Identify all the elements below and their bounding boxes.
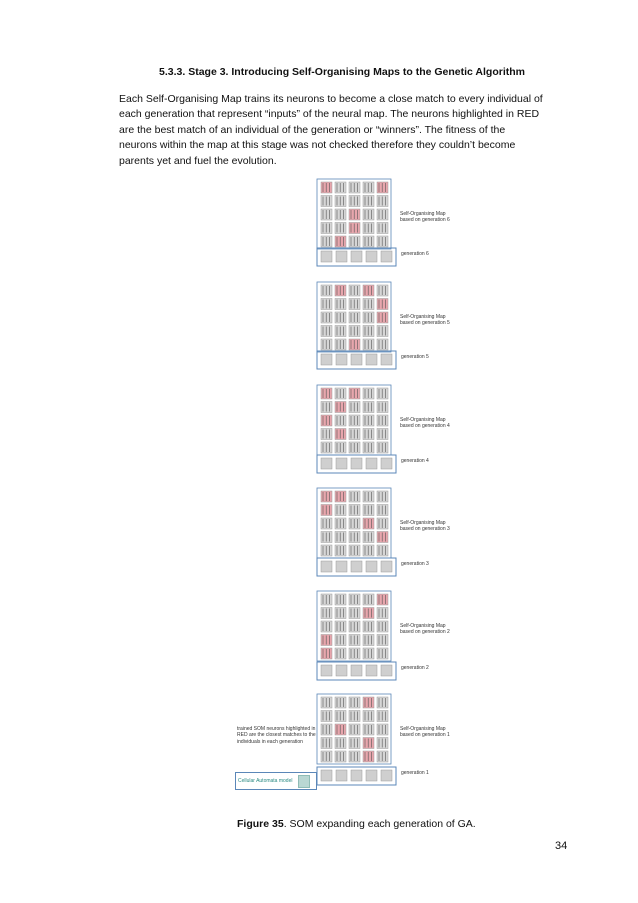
generation-individual — [336, 561, 347, 572]
body-paragraph: Each Self-Organising Map trains its neurons to become a close match to every individual of each generation that represent “inputs” of the neural map. The neurons highlighted in RED are the best match of an individual of the generation or “winners”. The fitness of the neurons within the map at this stage was not checked therefore they couldn’t become parents yet and fuel the evolution. — [119, 93, 543, 167]
generation-individual — [366, 354, 377, 365]
generation-individual — [366, 458, 377, 469]
page-number: 34 — [555, 840, 568, 852]
som-map-label-line1: Self-Organising Map — [400, 623, 446, 629]
som-map-label-line1: Self-Organising Map — [400, 726, 446, 732]
generation-individual — [336, 354, 347, 365]
som-map-label-line2: based on generation 6 — [400, 217, 450, 224]
generation-label: generation 4 — [401, 458, 429, 464]
generation-individual — [381, 354, 392, 365]
som-map-label-line1: Self-Organising Map — [400, 520, 446, 526]
generation-individual — [321, 354, 332, 365]
som-map-label-line2: based on generation 4 — [400, 423, 450, 430]
figure-caption — [237, 818, 476, 830]
ca-model-thumbnail — [298, 775, 310, 788]
caption-text: . SOM expanding each generation of GA. — [283, 818, 476, 830]
generation-label: generation 1 — [401, 770, 429, 776]
generation-label: generation 6 — [401, 251, 429, 257]
generation-individual — [321, 251, 332, 262]
generation-individual — [381, 251, 392, 262]
caption-label: Figure 35 — [237, 818, 284, 830]
generation-individual — [321, 561, 332, 572]
generation-individual — [336, 251, 347, 262]
generation-individual — [366, 561, 377, 572]
som-map-label-line1: Self-Organising Map — [400, 417, 446, 423]
som-map-label — [400, 520, 450, 533]
som-map-label — [400, 417, 450, 430]
generation-individual — [381, 665, 392, 676]
som-map-label-line2: based on generation 2 — [400, 629, 450, 636]
som-map-label-line1: Self-Organising Map — [400, 314, 446, 320]
generation-individual — [381, 458, 392, 469]
generation-individual — [366, 770, 377, 781]
generation-individual — [366, 251, 377, 262]
generation-individual — [351, 561, 362, 572]
som-map-label — [400, 726, 450, 739]
som-map-label-line1: Self-Organising Map — [400, 211, 446, 217]
generation-individual — [321, 770, 332, 781]
som-map-label — [400, 314, 450, 327]
generation-individual — [351, 665, 362, 676]
generation-individual — [336, 665, 347, 676]
ca-model-label: Cellular Automata model — [238, 778, 293, 784]
som-map-label-line2: based on generation 5 — [400, 320, 450, 327]
generation-individual — [351, 354, 362, 365]
generation-individual — [351, 770, 362, 781]
generation-individual — [336, 770, 347, 781]
generation-individual — [321, 665, 332, 676]
generation-individual — [381, 561, 392, 572]
generation-individual — [366, 665, 377, 676]
generation-individual — [351, 458, 362, 469]
figure-note: trained SOM neurons highlighted in RED are the closest matches to the individuals in each generation — [237, 726, 316, 745]
generation-individual — [336, 458, 347, 469]
generation-individual — [321, 458, 332, 469]
generation-label: generation 2 — [401, 665, 429, 671]
generation-label: generation 5 — [401, 354, 429, 360]
section-heading: 5.3.3. Stage 3. Introducing Self-Organising Maps to the Genetic Algorithm — [159, 66, 525, 78]
som-map-label-line2: based on generation 1 — [400, 732, 450, 739]
generation-label: generation 3 — [401, 561, 429, 567]
generation-individual — [381, 770, 392, 781]
generation-individual — [351, 251, 362, 262]
som-map-label — [400, 211, 450, 224]
som-map-label-line2: based on generation 3 — [400, 526, 450, 533]
som-map-label — [400, 623, 450, 636]
